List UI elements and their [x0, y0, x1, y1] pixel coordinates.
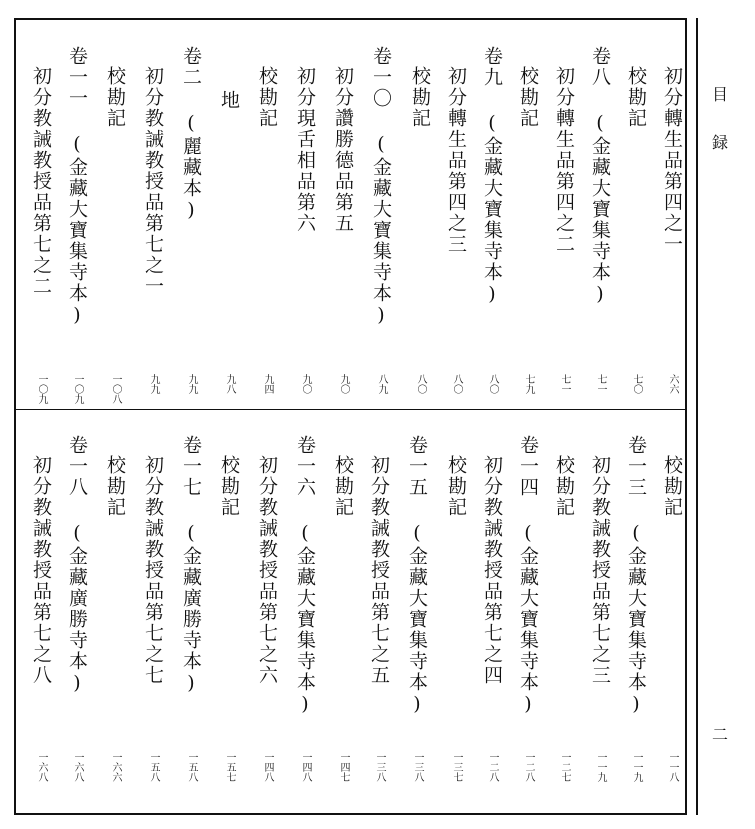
toc-page-number: 六六 — [667, 374, 678, 394]
toc-title: 初分教誡教授品第七之五 — [368, 455, 390, 686]
toc-page-number: 九八 — [224, 374, 235, 394]
toc-title: 校勘記 — [445, 455, 467, 518]
toc-title: 初分教誡教授品第七之三 — [589, 455, 611, 686]
toc-page-number: 一三七 — [451, 752, 462, 782]
toc-title: 初分轉生品第四之二 — [553, 66, 575, 255]
toc-page-number: 一六八 — [72, 752, 83, 782]
toc-title: 地 — [218, 90, 240, 111]
toc-title: 卷一一 (金藏大寶集寺本) — [66, 46, 88, 328]
toc-page-number: 一五八 — [148, 752, 159, 782]
toc-page-number: 一一八 — [667, 752, 678, 782]
toc-title: 校勘記 — [218, 455, 240, 518]
toc-title: 卷一三 (金藏大寶集寺本) — [625, 435, 647, 717]
toc-page-number: 一四八 — [262, 752, 273, 782]
toc-page-number: 一二七 — [559, 752, 570, 782]
toc-page-number: 一一九 — [631, 752, 642, 782]
toc-title: 初分現舌相品第六 — [294, 66, 316, 234]
margin-label-1: 目 — [712, 85, 729, 104]
page-number: 二 — [712, 725, 729, 744]
toc-title: 校勘記 — [625, 66, 647, 129]
toc-title: 初分讚勝德品第五 — [332, 66, 354, 234]
toc-title: 校勘記 — [517, 66, 539, 129]
toc-page-number: 八〇 — [451, 374, 462, 394]
toc-page-number: 一六八 — [36, 752, 47, 782]
section-divider — [14, 409, 687, 410]
toc-title: 卷一〇 (金藏大寶集寺本) — [370, 46, 392, 328]
toc-title: 卷一七 (金藏廣勝寺本) — [180, 435, 202, 696]
toc-title: 校勘記 — [332, 455, 354, 518]
toc-page-number: 七〇 — [631, 374, 642, 394]
toc-page-number: 一〇八 — [110, 374, 121, 404]
toc-page-number: 一三八 — [412, 752, 423, 782]
toc-page-number: 一四八 — [300, 752, 311, 782]
toc-title: 初分教誡教授品第七之二 — [30, 66, 52, 297]
toc-title: 校勘記 — [661, 455, 683, 518]
toc-title: 初分教誡教授品第七之四 — [481, 455, 503, 686]
page-spine-line — [696, 18, 698, 815]
toc-title: 卷八 (金藏大寶集寺本) — [589, 46, 611, 307]
toc-page-number: 一二八 — [487, 752, 498, 782]
toc-page-number: 一〇九 — [36, 374, 47, 404]
toc-title: 初分教誡教授品第七之八 — [30, 455, 52, 686]
toc-title: 卷一五 (金藏大寶集寺本) — [406, 435, 428, 717]
toc-title: 校勘記 — [553, 455, 575, 518]
toc-page-number: 七九 — [523, 374, 534, 394]
toc-page-number: 一四七 — [338, 752, 349, 782]
toc-page-number: 一五八 — [186, 752, 197, 782]
toc-title: 卷一六 (金藏大寶集寺本) — [294, 435, 316, 717]
toc-title: 校勘記 — [104, 455, 126, 518]
toc-page-number: 一五七 — [224, 752, 235, 782]
toc-title: 卷一八 (金藏廣勝寺本) — [66, 435, 88, 696]
toc-title: 卷九 (金藏大寶集寺本) — [481, 46, 503, 307]
toc-page-number: 七一 — [595, 374, 606, 394]
toc-title: 初分轉生品第四之三 — [445, 66, 467, 255]
toc-page-number: 九〇 — [300, 374, 311, 394]
toc-title: 卷二 (麗藏本) — [180, 46, 202, 223]
toc-page-number: 九〇 — [338, 374, 349, 394]
toc-page-number: 七一 — [559, 374, 570, 394]
toc-page-number: 一六六 — [110, 752, 121, 782]
toc-title: 初分教誡教授品第七之六 — [256, 455, 278, 686]
toc-title: 校勘記 — [256, 66, 278, 129]
toc-title: 初分轉生品第四之一 — [661, 66, 683, 255]
toc-page-number: 九九 — [186, 374, 197, 394]
toc-page-number: 一一九 — [595, 752, 606, 782]
toc-title: 卷一四 (金藏大寶集寺本) — [517, 435, 539, 717]
toc-page-number: 八〇 — [415, 374, 426, 394]
toc-title: 校勘記 — [409, 66, 431, 129]
toc-title: 初分教誡教授品第七之七 — [142, 455, 164, 686]
toc-title: 校勘記 — [104, 66, 126, 129]
toc-page-number: 九九 — [148, 374, 159, 394]
margin-label-2: 録 — [712, 133, 729, 152]
toc-page-number: 一〇九 — [72, 374, 83, 404]
toc-page-number: 一三八 — [374, 752, 385, 782]
toc-page-number: 八九 — [376, 374, 387, 394]
toc-page-number: 八〇 — [487, 374, 498, 394]
toc-title: 初分教誡教授品第七之一 — [142, 66, 164, 297]
toc-page-number: 一二八 — [523, 752, 534, 782]
toc-page-number: 九四 — [262, 374, 273, 394]
